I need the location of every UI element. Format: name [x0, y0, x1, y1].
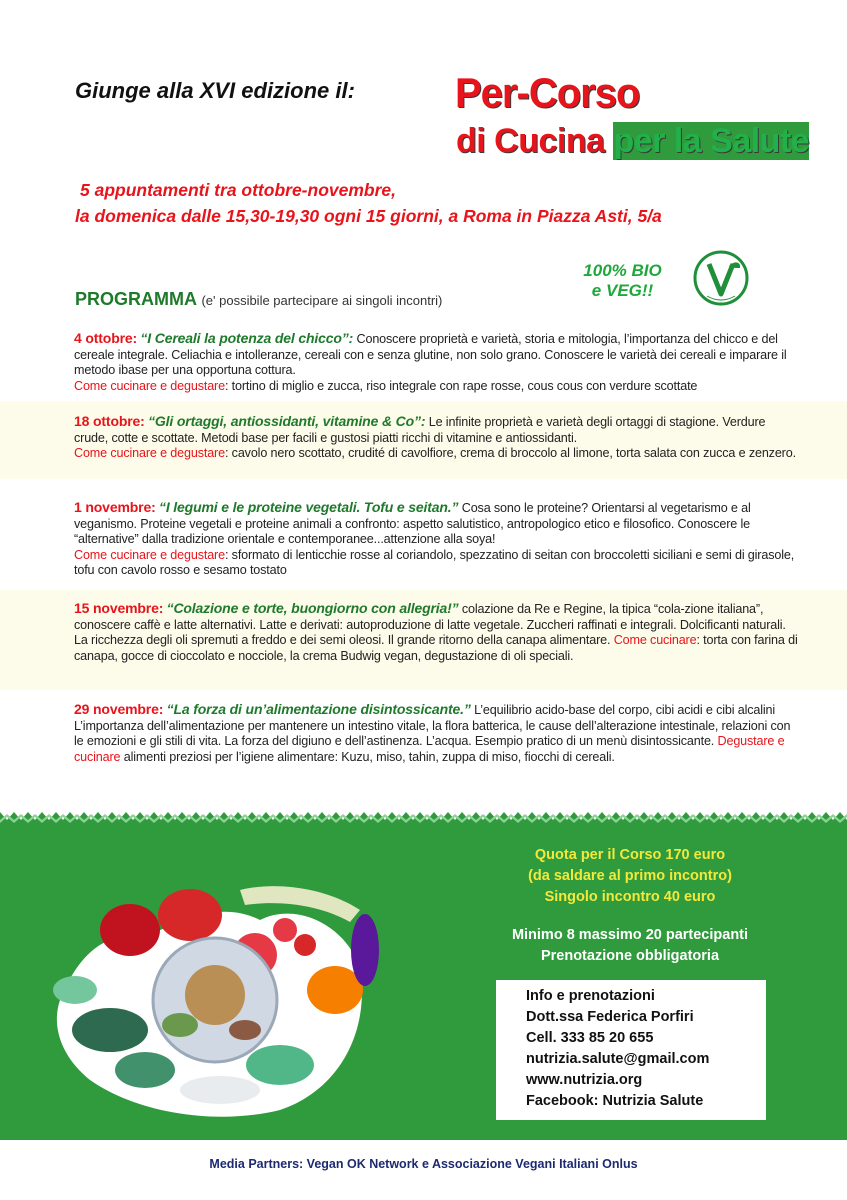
participants-range: Minimo 8 massimo 20 partecipanti	[511, 927, 749, 943]
session-menu: : torta con farina di canapa, gocce di cioccolato e nocciole, la crema Budwig vegan, degustazione di oli speciali.	[74, 633, 798, 663]
session-menu-label: Come cucinare	[613, 633, 697, 647]
bio-veg-badge	[560, 261, 685, 301]
session-title: “Gli ortaggi, antiossidanti, vitamine & Co”:	[148, 413, 426, 429]
session-date: 4 ottobre:	[74, 330, 138, 346]
vegetables-illustration	[50, 860, 380, 1120]
participants-block	[470, 925, 790, 967]
session-menu-label: Come cucinare e degustare	[74, 547, 225, 562]
session-title: “I legumi e le proteine vegetali. Tofu e seitan.”	[158, 499, 459, 515]
bio-veg-line-2: e VEG!!	[591, 281, 654, 300]
session-item	[74, 702, 800, 765]
price-note: (da saldare al primo incontro)	[528, 868, 732, 884]
contact-website[interactable]: www.nutrizia.org	[526, 1072, 643, 1088]
session-body: Cosa sono le proteine? Orientarsi al vegetarismo e al veganismo. Proteine vegetali e proteine animali a confronto: aspetto salutistico, antropologico etico e filosofico. Conoscere le “alternative” dalla tradizione orientale e contemporanee...attenzione alla soya!	[74, 501, 751, 546]
contact-info	[526, 986, 709, 1112]
price-course: Quota per il Corso 170 euro	[534, 847, 726, 863]
session-title: “I Cereali la potenza del chicco”:	[140, 330, 354, 346]
session-date: 15 novembre:	[74, 600, 164, 616]
session-menu: : cavolo nero scottato, crudité di cavolfiore, crema di broccolo al limone, torta salata con zucca e zenzero.	[224, 446, 796, 460]
session-menu: : sformato di lenticchie rosse al coriandolo, spezzatino di seitan con broccoletti siciliani e semi di girasole, tofu con cavolo rosso e sesamo tostato	[74, 547, 795, 577]
course-subtitle-green: per la Salute	[613, 122, 810, 160]
contact-facebook[interactable]: Facebook: Nutrizia Salute	[526, 1093, 704, 1109]
contact-name: Dott.ssa Federica Porfiri	[526, 1009, 694, 1025]
contact-heading: Info e prenotazioni	[526, 988, 655, 1004]
course-title: Per-Corso	[455, 70, 640, 117]
session-body: colazione da Re e Regine, la tipica “cola-zione italiana”, conoscere caffè e latte alternativi. Latte e derivati: autoproduzione di latte vegetale. Zuccheri raffinati e integrali. Dolcificanti naturali. La ricchezza degli oli spremuti a freddo e dei semi oleosi. Il grande ritorno della canapa alimentare.	[74, 602, 786, 647]
media-partners: Media Partners: Vegan OK Network e Associazione Vegani Italiani Onlus	[209, 1157, 638, 1171]
booking-required: Prenotazione obbligatoria	[540, 948, 720, 964]
programma-header	[75, 289, 442, 310]
vegan-ok-logo-icon	[693, 250, 749, 306]
session-menu-label: Come cucinare e degustare	[74, 378, 225, 393]
session-menu: : tortino di miglio e zucca, riso integrale con rape rosse, cous cous con verdure scottate	[224, 378, 698, 393]
contact-phone[interactable]: Cell. 333 85 20 655	[526, 1030, 654, 1046]
programma-heading: PROGRAMMA	[75, 289, 197, 309]
session-item	[74, 500, 800, 579]
session-menu-label: Degustare e cucinare	[74, 734, 785, 764]
session-menu: alimenti preziosi per l’igiene alimentare: Kuzu, miso, tahin, zuppa di miso, fiocchi di cereali.	[120, 749, 615, 764]
contact-email[interactable]: nutrizia.salute@gmail.com	[526, 1051, 710, 1067]
price-single: Singolo incontro 40 euro	[544, 889, 716, 905]
schedule-line-2: la domenica dalle 15,30-19,30 ogni 15 giorni, a Roma in Piazza Asti, 5/a	[75, 206, 662, 226]
session-item	[74, 331, 800, 394]
pricing-block	[470, 845, 790, 908]
session-body: Conoscere proprietà e varietà, storia e mitologia, l’importanza del chicco e del cereale integrale. Celiachia e intolleranze, cereali con e senza glutine, non solo grano. Conoscere le varietà dei cereali e imparare il metodo ibase per una opportuna cottura.	[74, 332, 787, 377]
session-item	[74, 414, 800, 462]
session-date: 29 novembre:	[74, 701, 164, 717]
course-subtitle	[456, 122, 809, 161]
session-title: “La forza di un’alimentazione disintossicante.”	[166, 701, 471, 717]
session-item	[74, 601, 800, 664]
zigzag-border	[0, 812, 847, 834]
schedule-line-1: 5 appuntamenti tra ottobre-novembre,	[80, 180, 397, 200]
edition-intro: Giunge alla XVI edizione il:	[75, 78, 355, 103]
course-subtitle-red: di Cucina	[456, 122, 605, 160]
programma-subheading: (e' possibile partecipare ai singoli incontri)	[201, 293, 443, 308]
session-title: “Colazione e torte, buongiorno con allegria!”	[166, 600, 459, 616]
session-body: L’equilibrio acido-base del corpo, cibi acidi e cibi alcalini L’importanza dell’alimentazione per mantenere un intestino vitale, la flora batterica, le cause dell’alterazione intestinale, relazioni con le emozioni e gli stili di vita. La forza del digiuno e dell’astinenza. L’acqua. Esempio pratico di un menù disintossicante.	[74, 703, 791, 748]
bio-veg-line-1: 100% BIO	[583, 261, 662, 280]
session-menu-label: Come cucinare e degustare	[74, 446, 225, 460]
session-date: 18 ottobre:	[74, 413, 145, 429]
session-body: Le infinite proprietà e varietà degli ortaggi di stagione. Verdure crude, cotte e scottate. Metodi base per facili e gustosi piatti ricchi di vitamine e antiossidanti.	[74, 415, 766, 445]
session-date: 1 novembre:	[74, 499, 156, 515]
